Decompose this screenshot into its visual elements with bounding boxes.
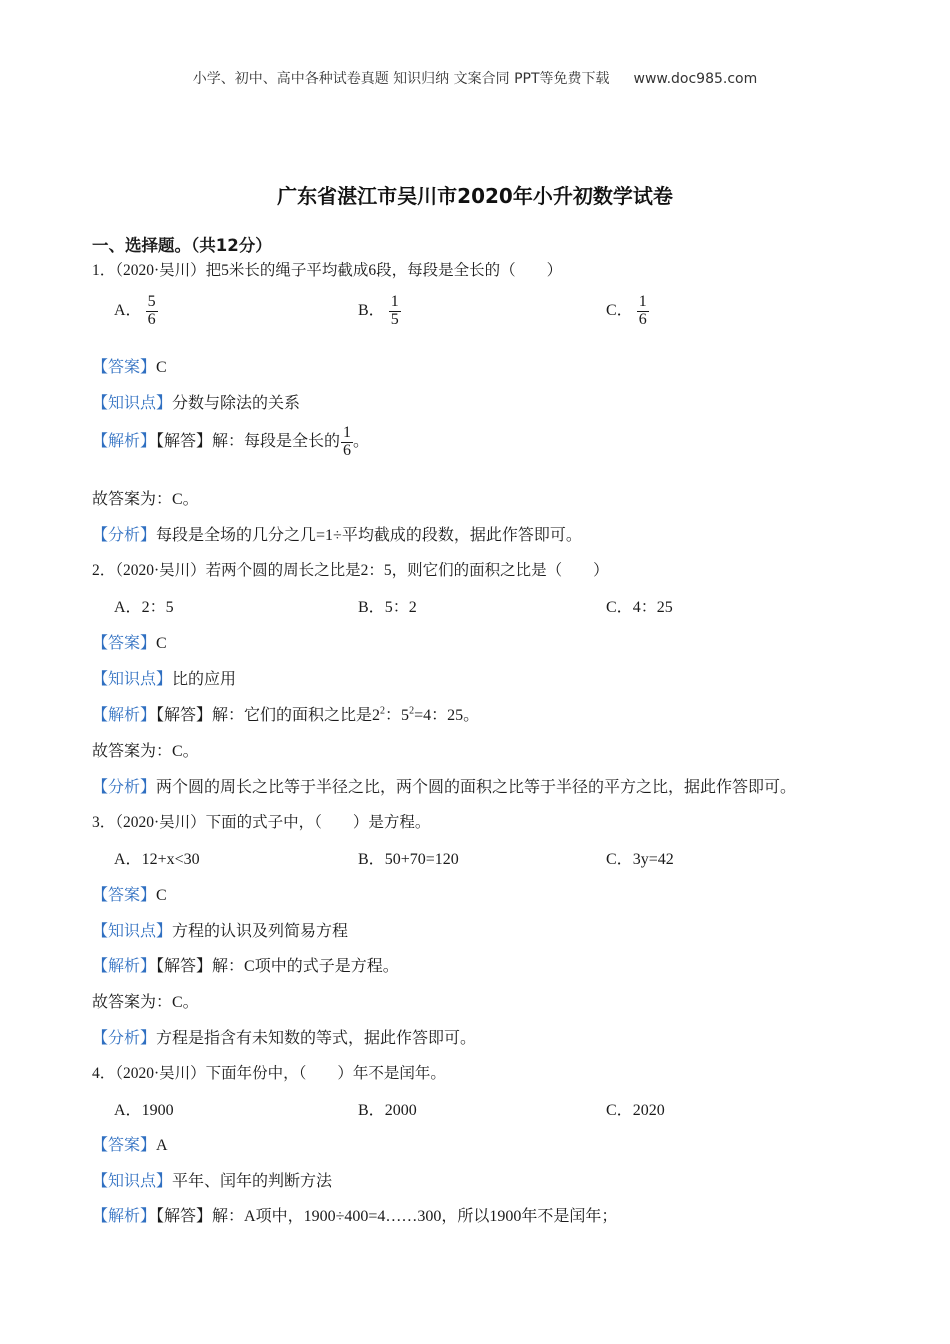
q1-analysis [92, 522, 582, 545]
q2-solution [92, 702, 479, 725]
answer-tag: 【答案】 [92, 359, 157, 376]
solve-tag: 【解答】 [156, 707, 213, 724]
numerator: 1 [390, 293, 399, 310]
option-text: 4：25 [632, 599, 673, 616]
solve-tag: 【解答】 [156, 1208, 213, 1225]
fenxi-tag: 【分析】 [92, 1030, 157, 1047]
option-label: B． [358, 599, 385, 616]
answer-tag: 【答案】 [92, 1137, 157, 1154]
q3-analysis [92, 1025, 476, 1048]
solution-text: 解：C项中的式子是方程。 [212, 958, 399, 975]
page-header [0, 68, 950, 88]
knowledge-value: 平年、闰年的判断方法 [172, 1173, 333, 1190]
knowledge-value: 分数与除法的关系 [172, 395, 301, 412]
solve-tag: 【解答】 [156, 432, 213, 450]
question-1-stem: 1．（2020·吴川）把5米长的绳子平均截成6段，每段是全长的（ ） [92, 262, 563, 279]
fraction [146, 294, 158, 329]
fenxi-tag: 【分析】 [92, 527, 157, 544]
q1-option-b [358, 294, 401, 329]
q1-answer [92, 354, 167, 377]
option-text: 50+70=120 [384, 851, 459, 868]
option-label: C． [606, 1102, 633, 1119]
q3-answer [92, 882, 167, 905]
q2-option-c [606, 594, 673, 617]
knowledge-value: 比的应用 [172, 671, 237, 688]
exponent: 2 [409, 705, 415, 717]
answer-value: C [156, 359, 167, 376]
fraction [389, 294, 401, 329]
q3-conclusion: 故答案为：C。 [92, 994, 199, 1011]
option-label: C． [606, 301, 633, 319]
analysis-value: 每段是全场的几分之几=1÷平均截成的段数，据此作答即可。 [156, 527, 582, 544]
header-url[interactable]: www.doc985.com [633, 71, 758, 87]
option-label: B． [358, 1102, 385, 1119]
q4-knowledge [92, 1168, 332, 1191]
analysis-tag: 【解析】 [92, 707, 157, 724]
q2-option-a [114, 594, 174, 617]
question-4-stem: 4．（2020·吴川）下面年份中，（ ）年不是闰年。 [92, 1065, 446, 1082]
answer-value: C [156, 887, 167, 904]
fraction [341, 425, 353, 460]
option-text: 1900 [141, 1102, 174, 1119]
q2-option-b [358, 594, 417, 617]
denominator: 5 [390, 310, 399, 328]
question-3-stem: 3．（2020·吴川）下面的式子中，（ ）是方程。 [92, 814, 431, 831]
numerator: 1 [638, 293, 647, 310]
analysis-tag: 【解析】 [92, 1208, 157, 1225]
q4-answer [92, 1132, 168, 1155]
solution-text: 解：它们的面积之比是2 [212, 707, 381, 724]
knowledge-value: 方程的认识及列简易方程 [172, 923, 349, 940]
analysis-tag: 【解析】 [92, 958, 157, 975]
option-label: B． [358, 851, 385, 868]
option-label: C． [606, 599, 633, 616]
option-text: 2020 [632, 1102, 665, 1119]
q3-solution [92, 953, 399, 976]
q1-solution [92, 425, 369, 460]
header-text: 小学、初中、高中各种试卷真题 知识归纳 文案合同 PPT等免费下载 [192, 71, 610, 87]
q4-option-c [606, 1097, 665, 1120]
knowledge-tag: 【知识点】 [92, 671, 173, 688]
answer-value: A [156, 1137, 168, 1154]
solution-text: ：5 [385, 707, 410, 724]
q1-option-a [114, 294, 158, 329]
q1-option-c [606, 294, 649, 329]
denominator: 6 [147, 310, 156, 328]
numerator: 5 [147, 293, 156, 310]
solution-suffix: 。 [353, 432, 370, 450]
fenxi-tag: 【分析】 [92, 779, 157, 796]
exponent: 2 [380, 705, 386, 717]
q1-conclusion: 故答案为：C。 [92, 491, 199, 508]
q3-option-b [358, 846, 459, 869]
section-heading: 一、选择题。（共12分） [92, 236, 272, 255]
q2-conclusion: 故答案为：C。 [92, 743, 199, 760]
q2-knowledge [92, 666, 236, 689]
option-label: A． [114, 851, 142, 868]
solution-text: =4：25。 [414, 707, 480, 724]
q4-option-a [114, 1097, 174, 1120]
q4-solution [92, 1203, 617, 1226]
option-label: A． [114, 1102, 142, 1119]
option-label: A． [114, 301, 142, 319]
q3-option-c [606, 846, 674, 869]
denominator: 6 [343, 441, 352, 459]
knowledge-tag: 【知识点】 [92, 1173, 173, 1190]
analysis-value: 两个圆的周长之比等于半径之比，两个圆的面积之比等于半径的平方之比，据此作答即可。 [156, 779, 797, 796]
solution-text: 解：A项中，1900÷400=4……300，所以1900年不是闰年； [212, 1208, 618, 1225]
q4-option-b [358, 1097, 417, 1120]
exam-title: 广东省湛江市吴川市2020年小升初数学试卷 [277, 184, 673, 208]
option-text: 12+x<30 [141, 851, 200, 868]
option-label: C． [606, 851, 633, 868]
answer-tag: 【答案】 [92, 635, 157, 652]
numerator: 1 [343, 424, 352, 441]
q2-analysis [92, 774, 796, 797]
fraction [637, 294, 649, 329]
knowledge-tag: 【知识点】 [92, 923, 173, 940]
option-text: 2：5 [141, 599, 174, 616]
option-text: 5：2 [384, 599, 417, 616]
analysis-value: 方程是指含有未知数的等式，据此作答即可。 [156, 1030, 477, 1047]
option-text: 3y=42 [632, 851, 674, 868]
q1-knowledge [92, 390, 300, 413]
option-label: A． [114, 599, 142, 616]
answer-tag: 【答案】 [92, 887, 157, 904]
option-text: 2000 [384, 1102, 417, 1119]
q3-option-a [114, 846, 200, 869]
q2-answer [92, 630, 167, 653]
q3-knowledge [92, 918, 348, 941]
answer-value: C [156, 635, 167, 652]
solve-tag: 【解答】 [156, 958, 213, 975]
question-2-stem: 2．（2020·吴川）若两个圆的周长之比是2：5，则它们的面积之比是（ ） [92, 562, 609, 579]
option-label: B． [358, 301, 385, 319]
solution-text: 解：每段是全长的 [212, 432, 341, 450]
denominator: 6 [638, 310, 647, 328]
knowledge-tag: 【知识点】 [92, 395, 173, 412]
analysis-tag: 【解析】 [92, 432, 157, 450]
